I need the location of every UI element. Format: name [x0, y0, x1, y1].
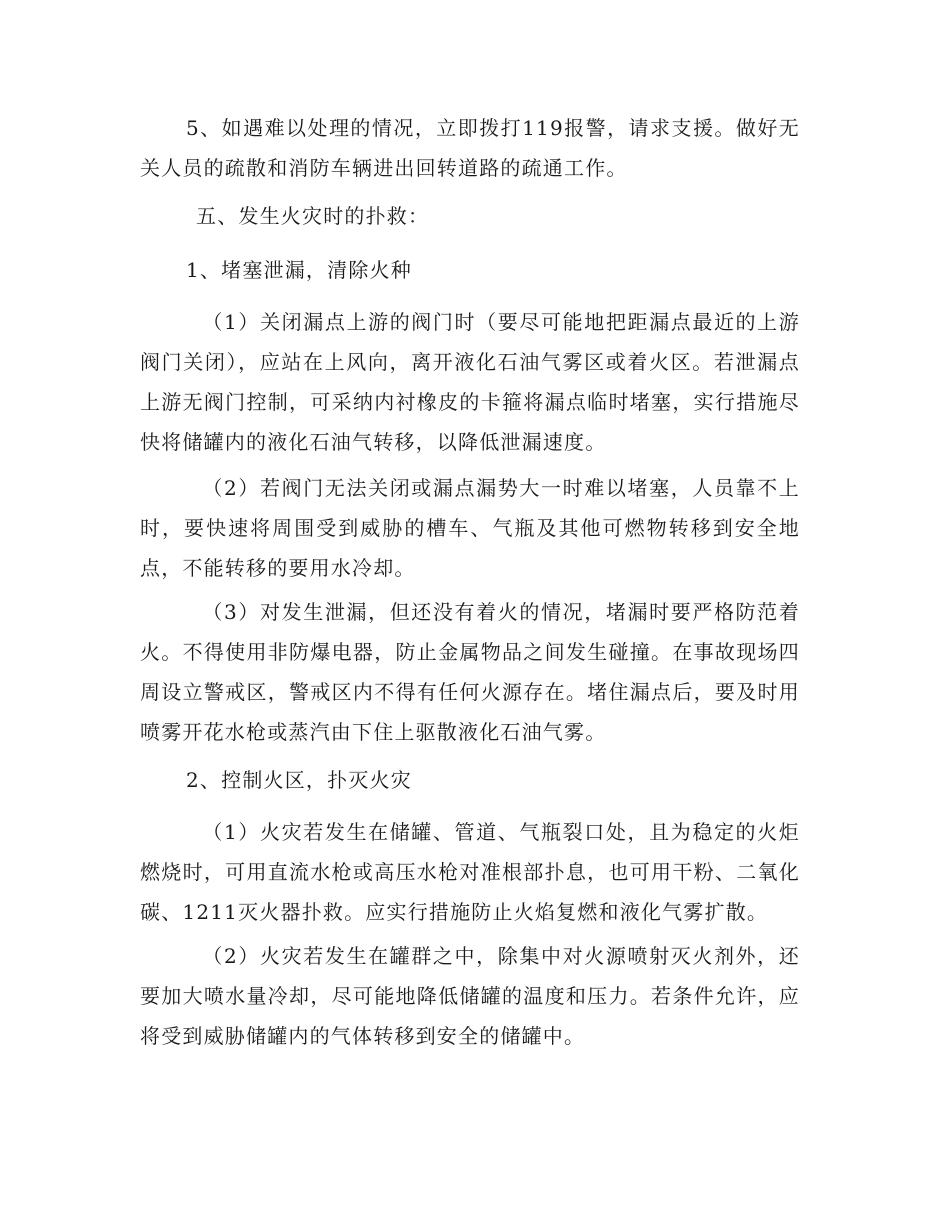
paragraph-text: （2）火灾若发生在罐群之中，除集中对火源喷射灭火剂外，还要加大喷水量冷却，尽可能地降低储罐的温度和压力。若条件允许，应将受到威胁储罐内的气体转移到安全的储罐中。	[140, 944, 800, 1048]
paragraph-text: （2）若阀门无法关闭或漏点漏势大一时难以堵塞，人员靠不上时，要快速将周围受到威胁的槽车、气瓶及其他可燃物转移到安全地点，不能转移的要用水冷却。	[140, 476, 800, 580]
paragraph-text: （1）关闭漏点上游的阀门时（要尽可能地把距漏点最近的上游阀门关闭），应站在上风向，离开液化石油气雾区或着火区。若泄漏点上游无阀门控制，可采纳内衬橡皮的卡箍将漏点临时堵塞，实行措施尽快将储罐内的液化石油气转移，以降低泄漏速度。	[140, 310, 800, 454]
subheading-2-control-fire: 2、控制火区，扑灭火灾	[186, 768, 412, 792]
paragraph-text: （3）对发生泄漏，但还没有着火的情况，堵漏时要严格防范着火。不得使用非防爆电器，防止金属物品之间发生碰撞。在事故现场四周设立警戒区，警戒区内不得有任何火源存在。堵住漏点后，要及时用喷雾开花水枪或蒸汽由下住上驱散液化石油气雾。	[140, 600, 800, 744]
paragraph-text: （1）火灾若发生在储罐、管道、气瓶裂口处，且为稳定的火炬燃烧时，可用直流水枪或高压水枪对准根部扑息，也可用干粉、二氧化碳、1211灭火器扑救。应实行措施防止火焰复燃和液化气雾扩散。	[140, 820, 800, 924]
paragraph-1-3-prevent-ignition	[140, 592, 800, 752]
subheading-1-plug-leak: 1、堵塞泄漏，清除火种	[186, 258, 412, 282]
paragraph-1-2-move-tankers	[140, 468, 800, 588]
paragraph-2-2-tank-group-fire	[140, 936, 800, 1056]
section-heading-fire-fighting: 五、发生火灾时的扑救：	[196, 204, 430, 228]
paragraph-1-1-close-valve	[140, 302, 800, 462]
paragraph-item-5-evacuation	[140, 108, 800, 188]
paragraph-2-1-torch-fire	[140, 812, 800, 932]
paragraph-text: 5、如遇难以处理的情况，立即拨打119报警，请求支援。做好无关人员的疏散和消防车辆进出回转道路的疏通工作。	[140, 116, 800, 180]
